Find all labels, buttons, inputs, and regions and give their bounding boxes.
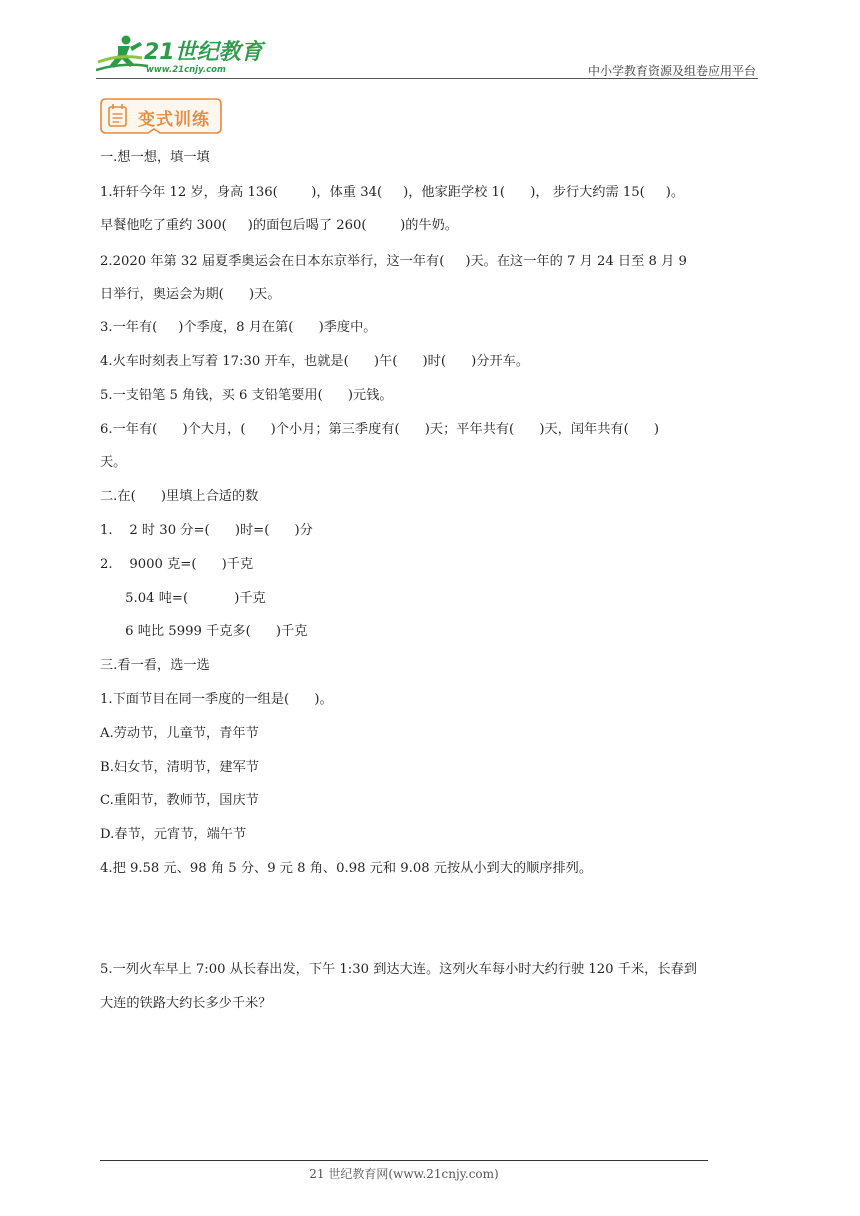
question-line: 2. 9000 克=( )千克: [100, 557, 254, 572]
question-line: 大连的铁路大约长多少千米？: [100, 996, 272, 1011]
question-line: 2.2020 年第 32 届夏季奥运会在日本东京举行，这一年有( )天。在这一年的 7 月 24 日至 8 月 9: [100, 254, 687, 269]
question-line: 早餐他吃了重约 300( )的面包后喝了 260( )的牛奶。: [100, 218, 458, 233]
footer-site: 21 世纪教育网(www.21cnjy.com): [309, 1167, 499, 1181]
logo: [96, 32, 266, 76]
question-line: 5.04 吨=( )千克: [100, 591, 266, 606]
section-badge: [100, 98, 222, 134]
question-line: 5.一支铅笔 5 角钱，买 6 支铅笔要用( )元钱。: [100, 388, 393, 403]
option-line: A.劳动节，儿童节，青年节: [100, 726, 259, 741]
section-heading: 一.想一想，填一填: [100, 150, 210, 165]
platform-name: 中小学教育资源及组卷应用平台: [587, 64, 756, 78]
question-line: 6.一年有( )个大月，( )个小月；第三季度有( )天；平年共有( )天，闰年共有( ): [100, 422, 660, 437]
runner-logo-icon: [96, 36, 148, 71]
option-line: C.重阳节，教师节，国庆节: [100, 793, 259, 808]
badge-label: 变式训练: [138, 110, 210, 130]
header-divider: [96, 78, 758, 79]
question-line: 1.轩轩今年 12 岁，身高 136( )，体重 34( )，他家距学校 1( )， 步行大约需 15( )。: [100, 185, 685, 200]
question-line: 1. 2 时 30 分=( )时=( )分: [100, 523, 313, 538]
logo-main-text: 21世纪教育: [144, 40, 263, 65]
option-line: D.春节，元宵节，端午节: [100, 827, 247, 842]
option-line: B.妇女节，清明节，建军节: [100, 760, 259, 775]
question-line: 日举行，奥运会为期( )天。: [100, 287, 281, 302]
logo-sub-text: www.21cnjy.com: [146, 65, 226, 75]
question-line: 4.把 9.58 元、98 角 5 分、9 元 8 角、0.98 元和 9.08 元按从小到大的顺序排列。: [100, 861, 593, 876]
section-heading: 三.看一看，选一选: [100, 658, 210, 673]
section-heading: 二.在( )里填上合适的数: [100, 489, 259, 504]
question-line: 1.下面节目在同一季度的一组是( )。: [100, 692, 333, 707]
question-line: 5.一列火车早上 7:00 从长春出发，下午 1:30 到达大连。这列火车每小时大约行驶 120 千米，长春到: [100, 962, 697, 977]
question-line: 3.一年有( )个季度，8 月在第( )季度中。: [100, 320, 377, 335]
question-line: 6 吨比 5999 千克多( )千克: [100, 624, 308, 639]
footer-divider: [100, 1160, 708, 1161]
page-header: [96, 30, 758, 80]
question-line: 天。: [100, 455, 127, 470]
question-line: 4.火车时刻表上写着 17:30 开车，也就是( )午( )时( )分开车。: [100, 354, 530, 369]
